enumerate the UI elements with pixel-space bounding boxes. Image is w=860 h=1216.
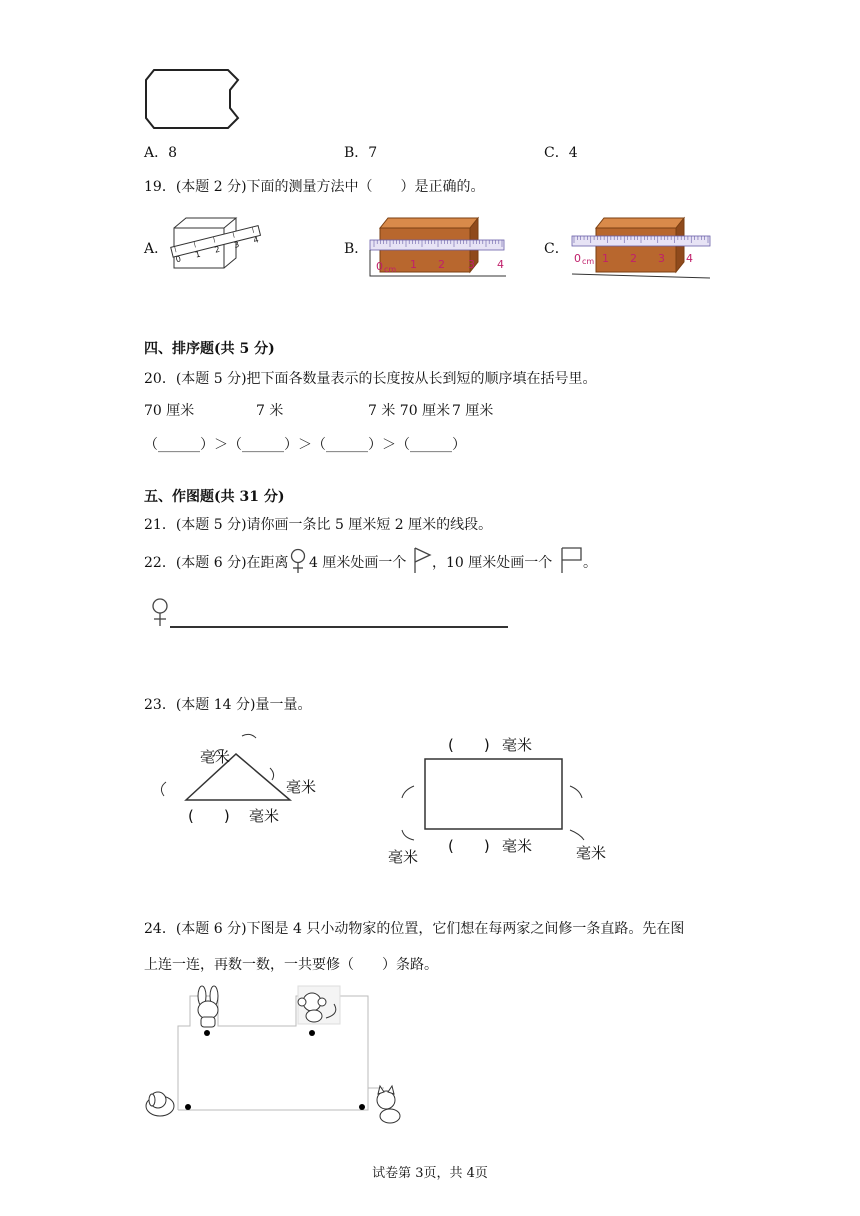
ruler-a-tick-3: 3 [233,239,241,250]
ruler-c-tick-1: 1 [602,252,609,265]
rectangle-flag-icon [559,546,583,574]
ruler-a-tick-2: 2 [213,244,221,255]
q19-option-a[interactable]: A． [144,241,169,257]
ruler-a-tick-4: 4 [252,235,260,246]
cat-home-dot [359,1104,365,1110]
q20-item-4: 7 厘米 [452,403,494,419]
q19-option-c[interactable]: C． [544,241,569,257]
q19-stem: 19．(本题 2 分)下面的测量方法中（ ）是正确的。 [144,179,485,195]
q23-rect-top-blank[interactable]: ( ) [448,736,490,754]
q19-ruler-c-figure [572,214,712,280]
ruler-c-tick-4: 4 [686,252,693,265]
monkey-home-dot [309,1030,315,1036]
q20-item-2: 7 米 [256,403,284,419]
ruler-b-tick-3: 3 [468,258,475,271]
ruler-c-tick-2: 2 [630,252,637,265]
q23-triangle-bottom-blank[interactable]: ( ) [188,807,230,825]
q18-option-c[interactable]: C．4 [544,145,578,161]
q20-stem: 20．(本题 5 分)把下面各数量表示的长度按从长到短的顺序填在括号里。 [144,371,597,387]
q23-rect-bracket-marks [394,780,594,840]
dog-icon [146,1092,174,1116]
q19-option-b[interactable]: B． [344,241,369,257]
ruler-b-tick-1: 1 [410,258,417,271]
q23-rect-top-unit: 毫米 [502,736,533,754]
q18-shape [144,68,240,130]
q23-triangle-bottom-unit: 毫米 [249,807,280,825]
q24-stem-line2: 上连一连，再数一数，一共要修（ ）条路。 [144,957,438,973]
rabbit-icon [198,986,218,1027]
q23-stem: 23．(本题 14 分)量一量。 [144,697,312,713]
q21-stem: 21．(本题 5 分)请你画一条比 5 厘米短 2 厘米的线段。 [144,517,493,533]
ruler-b-tick-4: 4 [497,258,504,271]
rabbit-home-dot [204,1030,210,1036]
monkey-icon [298,986,340,1024]
q19-ruler-b-figure [370,214,506,280]
q23-triangle-left-unit: 毫米 [200,748,231,766]
ruler-a-tick-1: 1 [194,249,202,260]
dog-home-dot [185,1104,191,1110]
q23-rect-bottom-unit: 毫米 [502,837,533,855]
q18-option-a[interactable]: A．8 [144,145,178,161]
q23-rect-bottom-blank[interactable]: ( ) [448,837,490,855]
ruler-c-tick-3: 3 [658,252,665,265]
q22-stem-part4: 。 [583,555,597,571]
page-footer: 试卷第 3页，共 4页 [372,1166,488,1181]
q23-rect-right-unit: 毫米 [576,844,607,862]
q24-stem-line1: 24．(本题 6 分)下图是 4 只小动物家的位置，它们想在每两家之间修一条直路。先在图 [144,921,685,937]
q22-stem-part2: 4 厘米处画一个 [309,555,407,571]
q22-stem-part1: 22．(本题 6 分)在距离 [144,555,289,571]
ruler-c-zero: 0 [574,252,581,265]
ruler-b-zero: 0 [376,260,383,273]
q19-ruler-a-figure [172,216,268,272]
q23-triangle-bracket-marks [150,728,270,808]
q24-map [144,982,414,1132]
q22-drawing-line [148,596,512,630]
triangle-flag-icon [412,546,432,574]
cat-icon [377,1086,400,1123]
q23-triangle-right-unit: 毫米 [286,778,317,796]
female-symbol-icon [288,548,308,574]
ruler-a-tick-0: 0 [174,254,182,265]
ruler-b-tick-2: 2 [438,258,445,271]
female-symbol-icon [153,599,167,626]
section5-title: 五、作图题(共 31 分) [144,489,285,505]
q20-item-1: 70 厘米 [144,403,195,419]
ruler-b-unit: cm [384,265,397,274]
q22-stem-part3: ，10 厘米处画一个 [432,555,553,571]
section4-title: 四、排序题(共 5 分) [144,341,275,357]
q20-order-blanks[interactable]: （______）＞（______）＞（______）＞（______） [144,437,466,453]
ruler-c-unit: cm [582,257,595,266]
q23-rect-left-unit: 毫米 [388,848,419,866]
q18-option-b[interactable]: B．7 [344,145,378,161]
q20-item-3: 7 米 70 厘米 [368,403,451,419]
